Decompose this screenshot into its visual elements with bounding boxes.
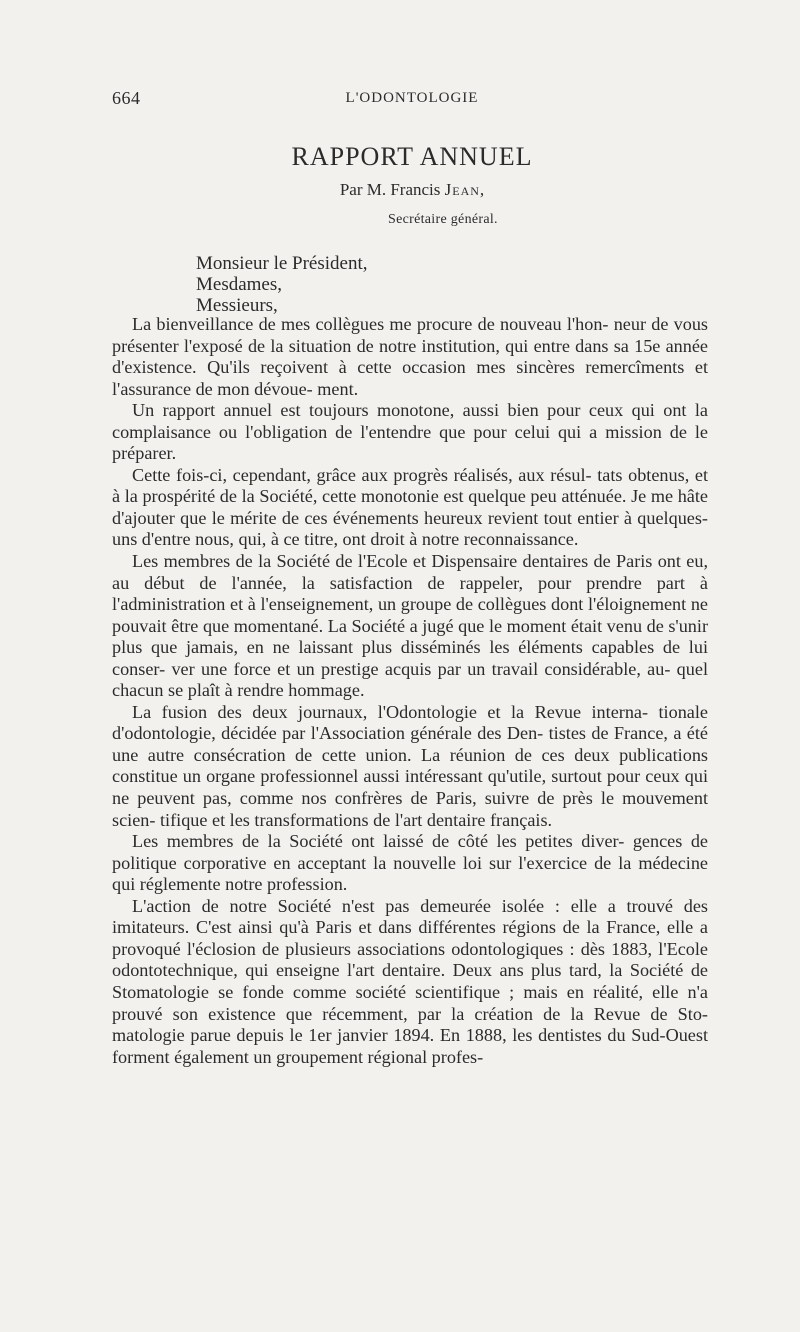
author-role: Secrétaire général.	[388, 212, 498, 227]
author-surname: Jean	[444, 180, 480, 199]
salutation-line: Mesdames,	[196, 274, 283, 295]
salutation-line: Monsieur le Président,	[196, 253, 368, 274]
article-title: RAPPORT ANNUEL	[291, 142, 533, 171]
salutation-line: Messieurs,	[196, 295, 278, 316]
paragraph: Un rapport annuel est toujours monotone, aussi bien pour ceux qui ont la complaisance ou l'obligation de l'entendre que pour celui qui a mission de le préparer.	[112, 400, 708, 464]
article-body	[112, 314, 708, 1068]
author-prefix: Par M. Francis	[339, 180, 441, 199]
page-number: 664	[112, 88, 141, 108]
paragraph: L'action de notre Société n'est pas demeurée isolée : elle a trouvé des imitateurs. C'est ainsi qu'à Paris et dans différentes régions de la France, elle a provoqué l'éclosion de plusieurs associations odontologiques : dès 1883, l'Ecole odontotechnique, qui enseigne l'art dentaire. Deux ans plus tard, la Société de Stomatologie se fonde comme société scientifique ; mais en réalité, elle n'a prouvé son existence que récemment, par la création de la Revue de Sto- matologie parue depuis le 1er janvier 1894. En 1888, les dentistes du Sud-Ouest forment également un groupement régional profes-	[112, 895, 708, 1067]
paragraph: La bienveillance de mes collègues me procure de nouveau l'hon- neur de vous présenter l'exposé de la situation de notre institution, qui entre dans sa 15e année d'existence. Qu'ils reçoivent à cette occasion mes sincères remercîments et l'assurance de mon dévoue- ment.	[112, 314, 708, 399]
paragraph: Cette fois-ci, cependant, grâce aux progrès réalisés, aux résul- tats obtenus, et à la prospérité de la Société, cette monotonie est quelque peu atténuée. Je me hâte d'ajouter que le mérite de ces événements heureux revient tout entier à quelques-uns d'entre nous, qui, à ce titre, ont droit à notre reconnaissance.	[112, 464, 708, 550]
author-suffix: ,	[479, 180, 485, 199]
author-line	[112, 180, 712, 200]
paragraph: La fusion des deux journaux, l'Odontologie et la Revue interna- tionale d'odontologie, décidée par l'Association générale des Den- tistes de France, a été une autre consécration de cette union. La réunion de ces deux publications constitue un organe professionnel aussi intéressant qu'utile, surtout pour ceux qui ne peuvent pas, comme nos confrères de Paris, suivre de près le mouvement scien- tifique et les transformations de l'art dentaire français.	[112, 701, 708, 830]
paragraph: Les membres de la Société de l'Ecole et Dispensaire dentaires de Paris ont eu, au début de l'année, la satisfaction de rappeler, pour prendre part à l'administration et à l'enseignement, un groupe de collègues dont l'éloignement ne pouvait être que momentané. La Société a jugé que le moment était venu de s'unir plus que jamais, en ne laissant plus disséminés les éléments capables de lui conser- ver une force et un prestige acquis par un travail considérable, au- quel chacun se plaît à rendre hommage.	[112, 551, 708, 701]
running-header	[112, 88, 712, 112]
paragraph: Les membres de la Société ont laissé de côté les petites diver- gences de politique corporative en acceptant la nouvelle loi sur l'exercice de la médecine qui réglemente notre profession.	[112, 831, 708, 895]
running-title: L'ODONTOLOGIE	[345, 90, 479, 106]
